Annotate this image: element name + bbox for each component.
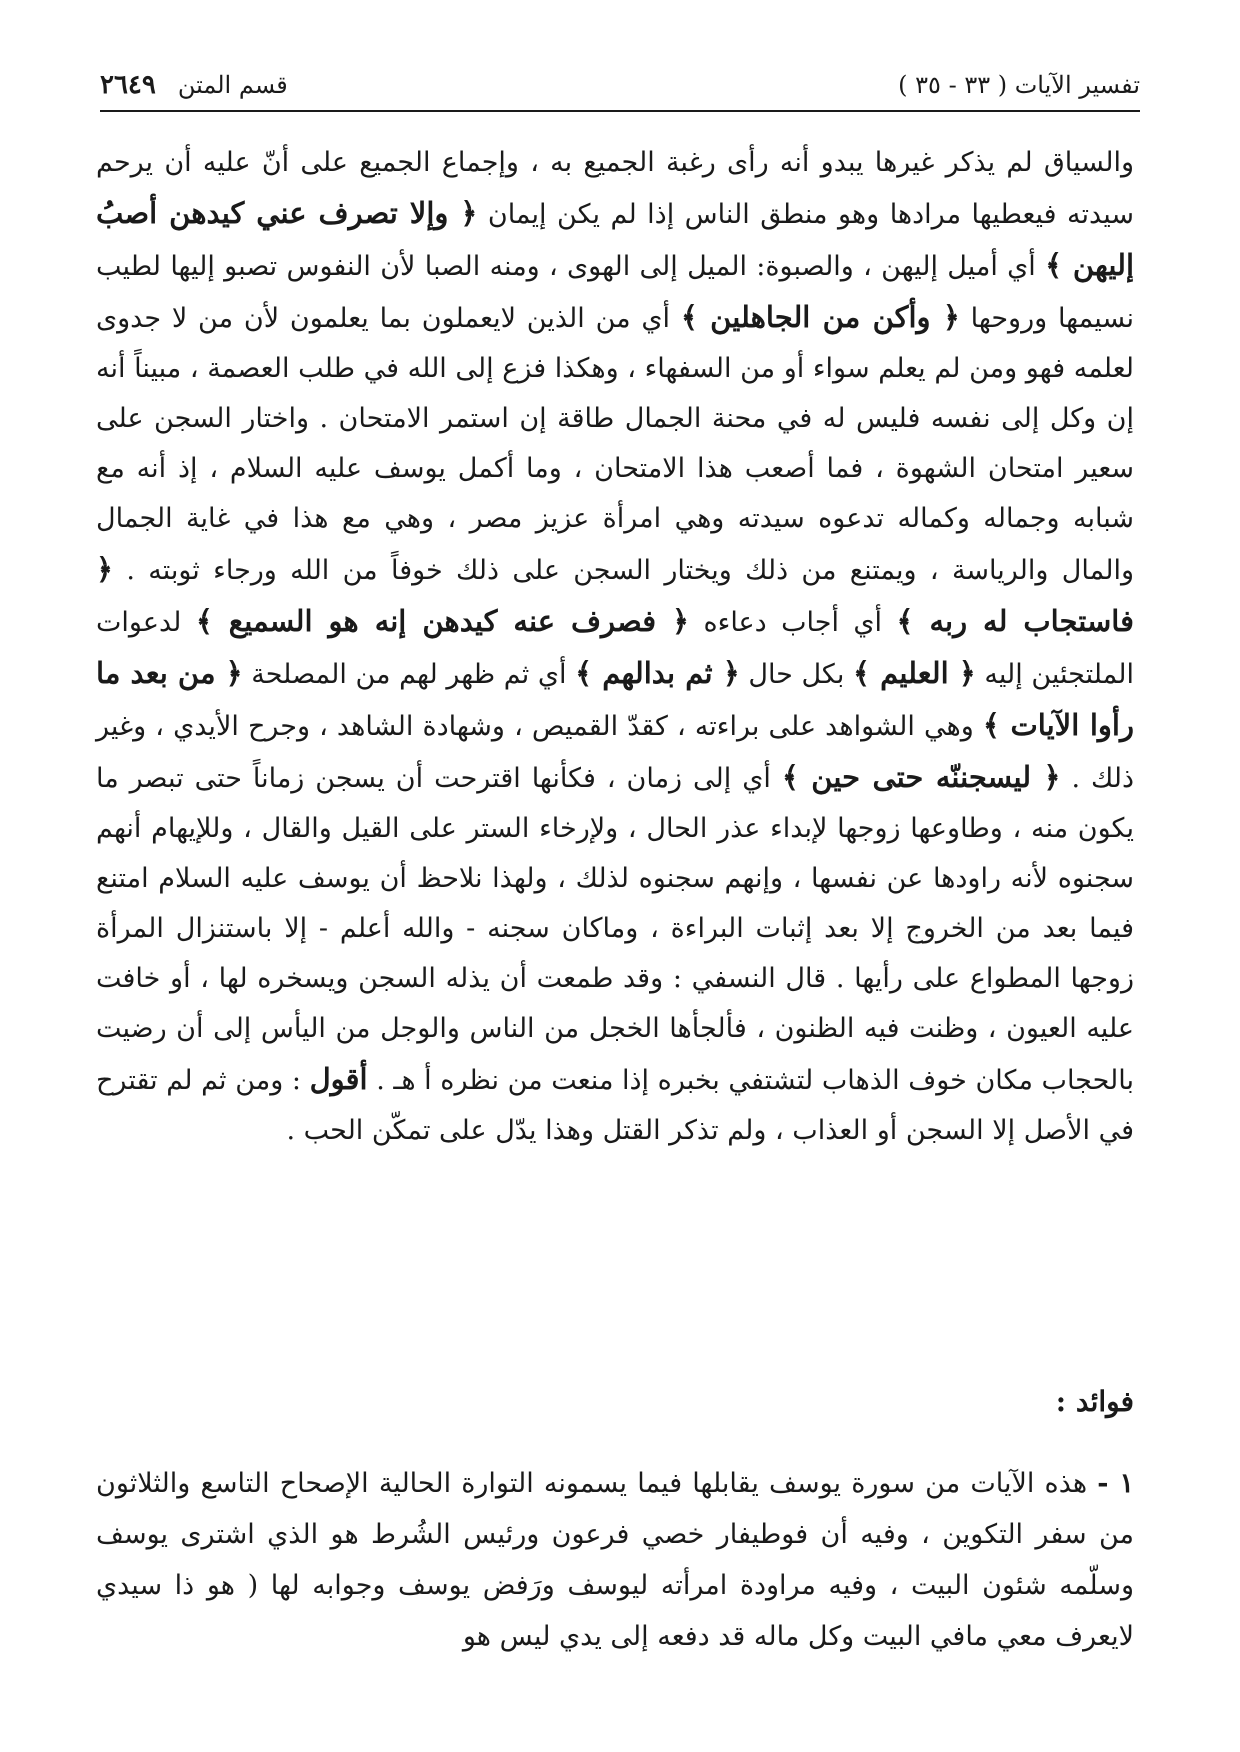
commentary-text: أي ثم ظهر لهم من المصلحة: [242, 659, 576, 690]
quran-verse: ﴿ فاستجاب له ربه ﴾: [96, 552, 1134, 638]
commentary-text: أي إلى زمان ، فكأنها اقترحت أن يسجن زماناً حتى تبصر ما يكون منه ، وطاوعها زوجها لإبداء عذر الحال ، ولإرخاء الستر على القيل والقال ، وللإيهام أنهم سجنوه لأنه راودها عن نفسها ، وإنهم سجنوه لذلك ، ولهذا نلاحظ أن يوسف عليه السلام امتنع فيما بعد من الخروج إلا بعد إثبات البراءة ، وماكان سجنه - والله أعلم - إلا باستنزال المرأة زوجها المطواع على رأيها . قال النسفي : وقد طمعت أن يذله السجن ويسخره لها ، أو خافت عليه العيون ، وظنت فيه الظنون ، فألجأها الخجل من الناس والوجل من اليأس إلى أن رضيت بالحجاب مكان خوف الذهاب لتشتفي بخبره إذا منعت من نظره أ هـ .: [96, 763, 1134, 1096]
running-title: تفسير الآيات ( ٣٣ - ٣٥ ): [898, 71, 1140, 99]
commentary-text: : ومن ثم لم تقترح في الأصل إلا السجن أو العذاب ، ولم تذكر القتل وهذا يدّل على تمكّن الحب .: [96, 1065, 1134, 1146]
section-label: قسم المتن: [177, 71, 288, 99]
note-number: ١ -: [1097, 1468, 1135, 1499]
commentary-text: بكل حال: [739, 659, 853, 690]
commentary-text: أي أجاب دعاءه: [689, 607, 897, 638]
note-text: هذه الآيات من سورة يوسف يقابلها فيما يسمونه التوارة الحالية الإصحاح التاسع والثلاثون من سفر التكوين ، وفيه أن فوطيفار خصي فرعون ورئيس الشُرط هو الذي اشترى يوسف وسلّمه شئون البيت ، وفيه مراودة امرأته ليوسف ورَفض يوسف وجوابه لها ( هو ذا سيدي لايعرف معي مافي البيت وكل ماله قد دفعه إلى يدي ليس هو: [96, 1468, 1134, 1652]
commentary-text: أي أميل إليهن ، والصبوة: الميل إلى الهوى ، ومنه الصبا لأن النفوس تصبو إليها لطيب نسيمها وروحها: [96, 251, 1134, 334]
quran-verse: ﴿ ليسجننّه حتى حين ﴾: [781, 760, 1061, 794]
header-section-group: [100, 70, 288, 100]
quran-verse: ﴿ وأكن من الجاهلين ﴾: [680, 300, 960, 334]
quran-verse: ﴿ من بعد ما رأوا الآيات ﴾: [96, 656, 1134, 742]
page-header: [100, 60, 1140, 112]
quran-verse: ﴿ فصرف عنه كيدهن إنه هو السميع ﴾: [195, 604, 690, 638]
quran-verse: ﴿ وإلا تصرف عني كيدهن أصبُ إليهن ﴾: [96, 196, 1134, 282]
quran-verse: ﴿ العليم ﴾: [852, 656, 976, 690]
body-paragraph: [96, 138, 1134, 1156]
page-number: ٢٦٤٩: [100, 70, 156, 100]
commentary-text: لدعوات الملتجئين إليه: [96, 607, 1135, 690]
main-text: [96, 138, 1134, 1156]
quran-verse: أقول: [309, 1062, 368, 1096]
note-item: [96, 1458, 1134, 1662]
commentary-text: وهي الشواهد على براءته ، كقدّ القميص ، وشهادة الشاهد ، وجرح الأيدي ، وغير ذلك .: [96, 711, 1134, 794]
section-title: فوائد :: [1055, 1385, 1134, 1418]
commentary-text: أي من الذين لايعملون بما يعلمون لأن من لا جدوى لعلمه فهو ومن لم يعلم سواء أو من السفهاء ، وهكذا فزع إلى الله في طلب العصمة ، مبيناً أنه إن وكل إلى نفسه فليس له في محنة الجمال طاقة إن استمر الامتحان . واختار السجن على سعير امتحان الشهوة ، فما أصعب هذا الامتحان ، وما أكمل يوسف عليه السلام ، إذ أنه مع شبابه وجماله وكماله تدعوه سيدته وهي امرأة عزيز مصر ، وهي مع هذا في غاية الجمال والمال والرياسة ، ويمتنع من ذلك ويختار السجن على ذلك خوفاً من الله ورجاء ثوبته .: [96, 303, 1134, 586]
notes-section: [96, 1458, 1134, 1662]
quran-verse: ﴿ ثم بدالهم ﴾: [575, 656, 740, 690]
commentary-text: والسياق لم يذكر غيرها يبدو أنه رأى رغبة الجميع به ، وإجماع الجميع على أنّ عليه أن يرحم سيدته فيعطيها مرادها وهو منطق الناس إذا لم يكن إيمان: [96, 147, 1134, 230]
